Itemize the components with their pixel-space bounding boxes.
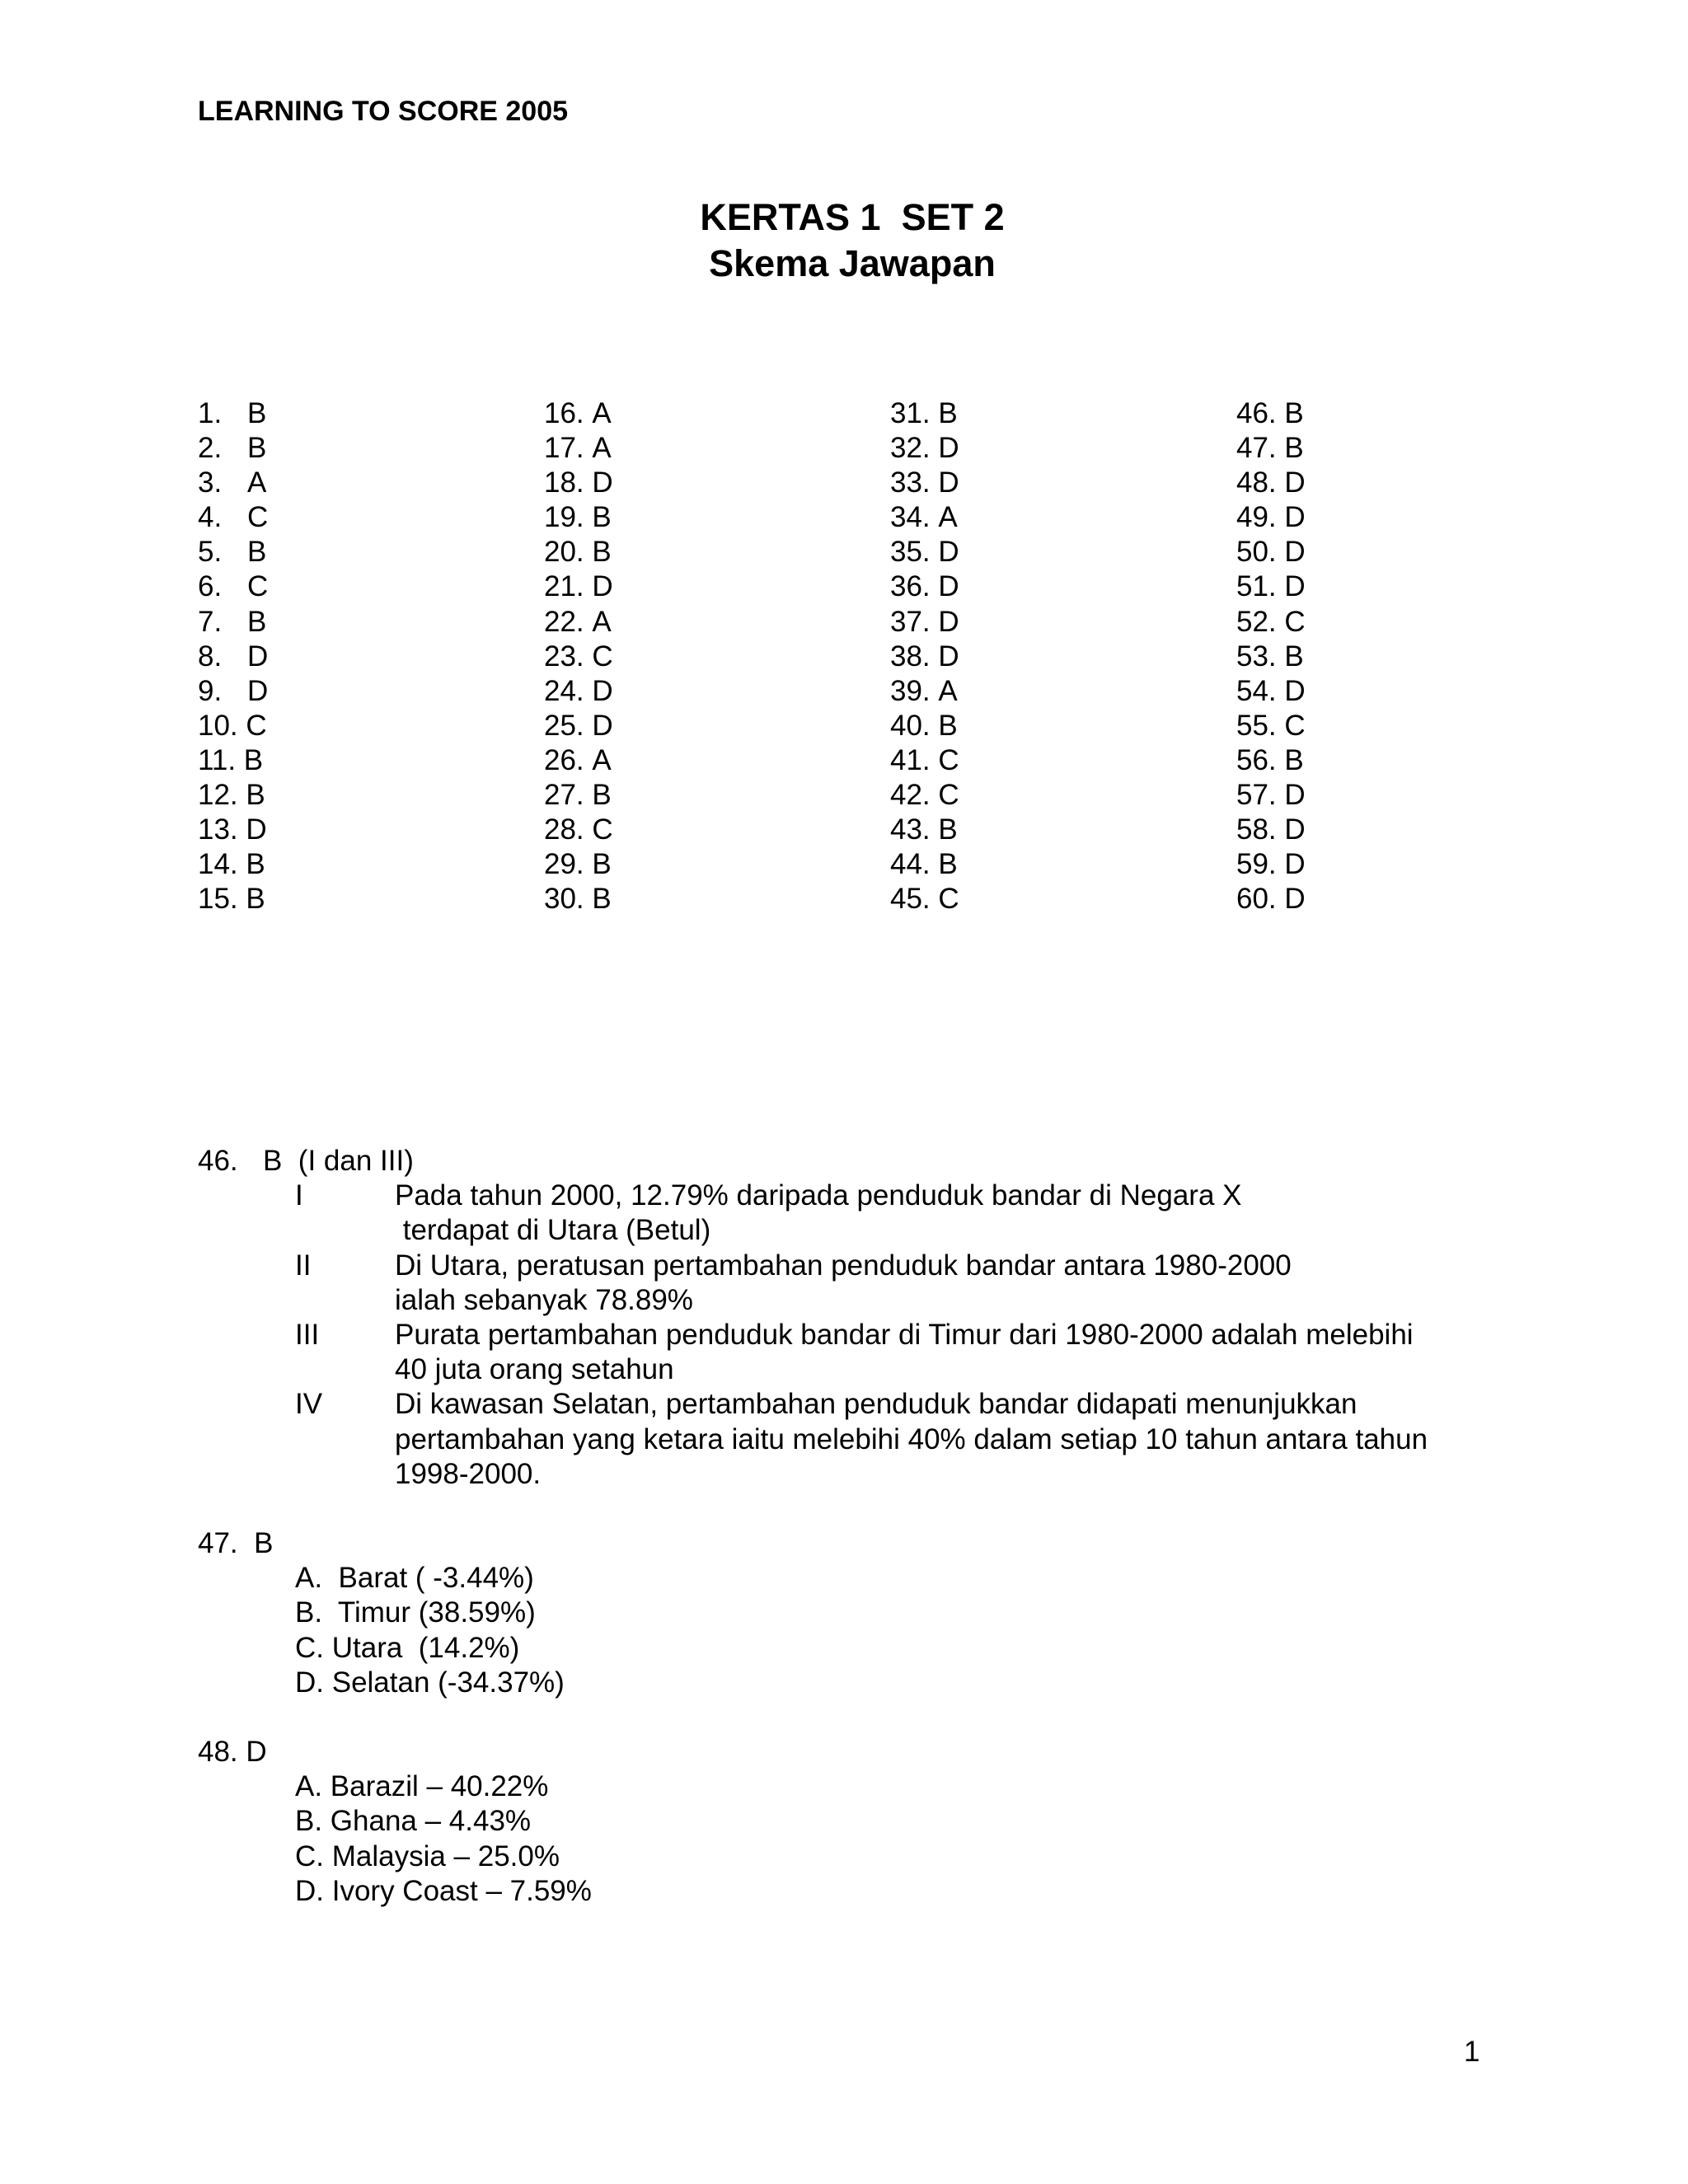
question-48-head: 48. D xyxy=(198,1736,267,1769)
answer-item: 46. B xyxy=(1236,397,1304,429)
answer-item: 60. D xyxy=(1236,883,1306,916)
answer-item: 25. D xyxy=(544,709,613,742)
answer-item: 5. B xyxy=(198,536,267,569)
answer-item: 44. B xyxy=(890,848,958,881)
question-47-head: 47. B xyxy=(198,1527,274,1560)
answer-item: 6. C xyxy=(198,570,269,603)
answer-item: 38. D xyxy=(890,640,959,673)
answer-item: 35. D xyxy=(890,536,959,569)
answer-item: 10. C xyxy=(198,709,267,742)
answer-item: 49. D xyxy=(1236,501,1306,534)
answer-item: 17. A xyxy=(544,432,612,465)
answer-item: 53. B xyxy=(1236,640,1304,673)
question-48-option: C. Malaysia – 25.0% xyxy=(295,1840,560,1872)
page-title: KERTAS 1 SET 2 xyxy=(700,196,1005,238)
answer-item: 56. B xyxy=(1236,743,1304,776)
answer-item: 11. B xyxy=(198,743,264,776)
answer-item: 28. C xyxy=(544,813,613,846)
answer-item: 33. D xyxy=(890,466,959,499)
answer-explanations xyxy=(198,1144,1550,1909)
question-48-option: B. Ghana – 4.43% xyxy=(295,1805,532,1838)
answer-key-grid xyxy=(198,396,1582,916)
answer-item: 41. C xyxy=(890,743,959,776)
answer-item: 30. B xyxy=(544,883,612,916)
question-48-option: D. Ivory Coast – 7.59% xyxy=(295,1874,592,1907)
answer-item: 54. D xyxy=(1236,674,1306,707)
page-header: LEARNING TO SCORE 2005 xyxy=(198,96,569,127)
question-46-answer: B (I dan III) xyxy=(263,1145,414,1177)
answer-column-2 xyxy=(544,396,890,916)
answer-item: 16. A xyxy=(544,397,612,429)
answer-item: 51. D xyxy=(1236,570,1306,603)
question-47-option: B. Timur (38.59%) xyxy=(295,1596,536,1629)
answer-item: 34. A xyxy=(890,501,958,534)
answer-item: 8. D xyxy=(198,640,269,673)
answer-item: 32. D xyxy=(890,432,959,465)
answer-item: 55. C xyxy=(1236,709,1306,742)
answer-item: 23. C xyxy=(544,640,613,673)
question-46-head: 46. B (I dan III) xyxy=(198,1144,1550,1179)
answer-item: 4. C xyxy=(198,501,269,534)
answer-item: 58. D xyxy=(1236,813,1306,846)
answer-item: 36. D xyxy=(890,570,959,603)
answer-item: 3. A xyxy=(198,466,267,499)
question-47-option: C. Utara (14.2%) xyxy=(295,1631,520,1664)
statement-ii: II Di Utara, peratusan pertambahan penduduk bandar antara 1980-2000 ialah sebanyak 78.89% xyxy=(295,1249,1292,1316)
statement-iv: IV Di kawasan Selatan, pertambahan penduduk bandar didapati menunjukkan pertambahan yang ketara iaitu melebihi 40% dalam setiap 10 tahun antara tahun 1998-2000. xyxy=(295,1388,1428,1490)
answer-item: 13. D xyxy=(198,813,267,846)
answer-item: 21. D xyxy=(544,570,613,603)
answer-item: 12. B xyxy=(198,779,265,812)
answer-item: 31. B xyxy=(890,397,958,429)
answer-item: 22. A xyxy=(544,605,612,638)
answer-item: 42. C xyxy=(890,779,959,812)
answer-item: 43. B xyxy=(890,813,958,846)
question-48-option: A. Barazil – 40.22% xyxy=(295,1770,549,1803)
answer-item: 57. D xyxy=(1236,779,1306,812)
answer-item: 18. D xyxy=(544,466,613,499)
answer-item: 48. D xyxy=(1236,466,1306,499)
answer-item: 15. B xyxy=(198,883,265,916)
answer-column-3 xyxy=(890,396,1236,916)
answer-item: 14. B xyxy=(198,848,265,881)
answer-column-4 xyxy=(1236,396,1582,916)
question-47-option: A. Barat ( -3.44%) xyxy=(295,1562,534,1595)
question-47-option: D. Selatan (-34.37%) xyxy=(295,1666,565,1699)
answer-item: 39. A xyxy=(890,674,958,707)
answer-item: 19. B xyxy=(544,501,612,534)
title-block xyxy=(0,194,1688,287)
answer-item: 29. B xyxy=(544,848,612,881)
answer-item: 1. B xyxy=(198,397,267,429)
answer-column-1 xyxy=(198,396,544,916)
answer-item: 7. B xyxy=(198,605,267,638)
page-number: 1 xyxy=(1464,2036,1480,2068)
answer-item: 50. D xyxy=(1236,536,1306,569)
answer-item: 40. B xyxy=(890,709,958,742)
answer-item: 24. D xyxy=(544,674,613,707)
answer-item: 26. A xyxy=(544,743,612,776)
statement-i: I Pada tahun 2000, 12.79% daripada penduduk bandar di Negara X terdapat di Utara (Betul) xyxy=(295,1179,1242,1247)
answer-item: 20. B xyxy=(544,536,612,569)
page-subtitle: Skema Jawapan xyxy=(709,242,996,284)
answer-item: 45. C xyxy=(890,883,959,916)
answer-item: 52. C xyxy=(1236,605,1306,638)
answer-item: 59. D xyxy=(1236,848,1306,881)
answer-item: 27. B xyxy=(544,779,612,812)
answer-item: 47. B xyxy=(1236,432,1304,465)
answer-item: 37. D xyxy=(890,605,959,638)
answer-item: 9. D xyxy=(198,674,269,707)
answer-item: 2. B xyxy=(198,432,267,465)
statement-iii: III Purata pertambahan penduduk bandar di Timur dari 1980-2000 adalah melebihi 40 juta orang setahun xyxy=(295,1319,1414,1386)
